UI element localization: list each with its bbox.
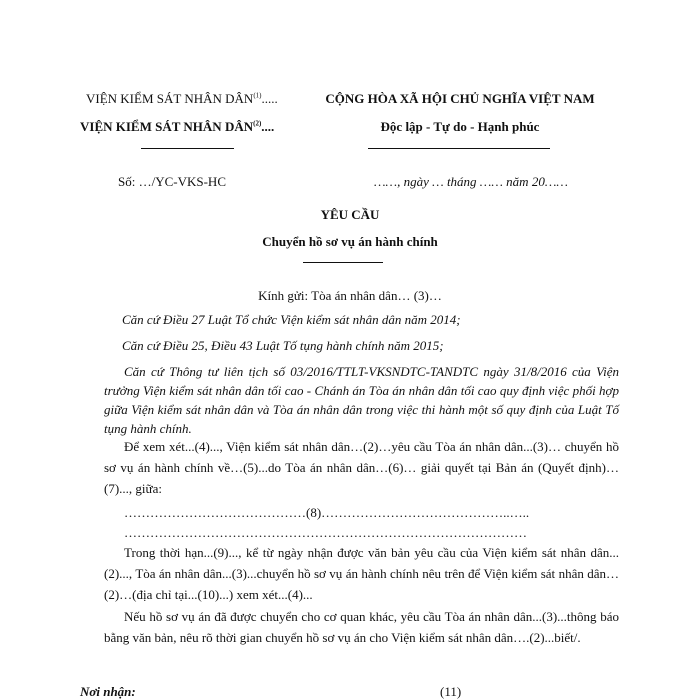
document-subtitle: Chuyển hồ sơ vụ án hành chính [262, 234, 438, 249]
basis-item-3: Căn cứ Thông tư liên tịch số 03/2016/TTLT-VKSNDTC-TANDTC ngày 31/8/2016 của Viện trưởng Viện kiểm sát nhân dân tối cao - Chánh án Tòa án nhân dân tối cao quy định việc phối hợp giữa Viện kiểm sát nhân dân và Tòa án nhân dân trong việc thi hành một số quy định của Luật Tố tụng hành chính. [104, 364, 619, 436]
body-paragraph-1: Để xem xét...(4)..., Viện kiểm sát nhân dân…(2)…yêu cầu Tòa án nhân dân...(3)… chuyển hồ sơ vụ án hành chính về…(5)...do Tòa án nhân dân…(6)… giải quyết tại Bản án (Quyết định)…(7)..., giữa: [104, 439, 619, 496]
recipient-line: Kính gửi: Tòa án nhân dân… (3)… [258, 288, 442, 303]
party-dotted-line-1: ……………………………………(8)……………………………………..….. [124, 505, 530, 520]
recipients-label: Nơi nhận: [80, 684, 136, 699]
header-left-underline [141, 148, 234, 149]
document-title: YÊU CẦU [320, 207, 380, 222]
body-paragraph-2: Trong thời hạn...(9)..., kể từ ngày nhận được văn bản yêu cầu của Viện kiểm sát nhân dân...(2)..., Tòa án nhân dân...(3)...chuyển hồ sơ vụ án hành chính nêu trên để Viện kiểm sát nhân dân…(2)…(địa chỉ tại...(10)...) xem xét...(4)... [104, 545, 619, 602]
issuing-agency-line2: VIỆN KIỂM SÁT NHÂN DÂN$^{(2)}$.... [80, 119, 275, 134]
issuing-agency-line1: VIỆN KIỂM SÁT NHÂN DÂN$^{(1)}$..... [86, 91, 278, 106]
party-dotted-line-2: ………………………………………………………………………………… [124, 525, 527, 540]
date-line: ……, ngày … tháng …… năm 20…… [374, 174, 568, 189]
title-underline [303, 262, 383, 263]
header-right-underline [368, 148, 550, 149]
document-number: Số: …/YC-VKS-HC [118, 174, 226, 189]
signature-note: (11) [440, 684, 462, 699]
basis-item-1: Căn cứ Điều 27 Luật Tổ chức Viện kiểm sát nhân dân năm 2014; [122, 312, 461, 327]
national-title: CỘNG HÒA XÃ HỘI CHỦ NGHĨA VIỆT NAM [325, 91, 595, 106]
basis-item-2: Căn cứ Điều 25, Điều 43 Luật Tố tụng hành chính năm 2015; [122, 338, 444, 353]
national-motto: Độc lập - Tự do - Hạnh phúc [380, 119, 540, 134]
body-paragraph-3: Nếu hồ sơ vụ án đã được chuyển cho cơ quan khác, yêu cầu Tòa án nhân dân...(3)...thông báo bằng văn bản, nêu rõ thời gian chuyển hồ sơ vụ án cho Viện kiểm sát nhân dân….(2)...biết/. [104, 609, 619, 645]
